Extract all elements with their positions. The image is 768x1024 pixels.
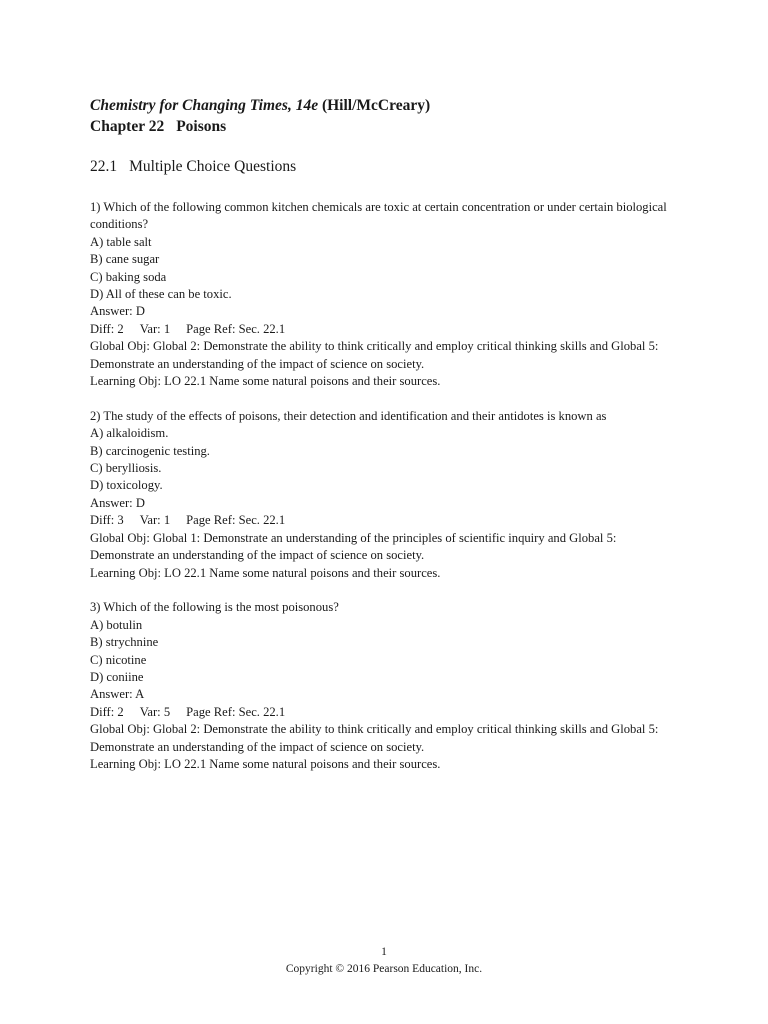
option-d: D) All of these can be toxic.	[90, 287, 232, 302]
option-a: A) table salt	[90, 234, 152, 249]
chapter-heading	[90, 116, 690, 137]
document-header	[90, 95, 690, 137]
section-number: 22.1	[90, 158, 118, 175]
variant: Var: 5	[139, 704, 171, 719]
difficulty: Diff: 3	[90, 513, 124, 528]
global-objective: Global Obj: Global 2: Demonstrate the ability to think critically and employ critical thinking skills and Global 5: Demonstrate an understanding of the impact of science on society.	[90, 339, 659, 371]
chapter-title: Poisons	[176, 118, 227, 135]
question-stem: 3) Which of the following is the most poisonous?	[90, 600, 339, 615]
question-meta	[90, 704, 680, 721]
page-ref: Page Ref: Sec. 22.1	[186, 321, 286, 336]
variant: Var: 1	[139, 513, 171, 528]
option-d: D) toxicology.	[90, 478, 163, 493]
global-objective: Global Obj: Global 2: Demonstrate the ability to think critically and employ critical thinking skills and Global 5: Demonstrate an understanding of the impact of science on society.	[90, 722, 659, 754]
option-d: D) coniine	[90, 669, 144, 684]
option-a: A) botulin	[90, 617, 143, 632]
question-stem: 1) Which of the following common kitchen chemicals are toxic at certain concentration or under certain biological conditions?	[90, 200, 667, 232]
option-c: C) berylliosis.	[90, 461, 162, 476]
question-3	[90, 599, 680, 773]
option-c: C) nicotine	[90, 652, 147, 667]
variant: Var: 1	[139, 321, 171, 336]
learning-objective: Learning Obj: LO 22.1 Name some natural poisons and their sources.	[90, 374, 441, 389]
answer: Answer: D	[90, 304, 145, 319]
learning-objective: Learning Obj: LO 22.1 Name some natural poisons and their sources.	[90, 756, 441, 771]
difficulty: Diff: 2	[90, 321, 124, 336]
option-b: B) cane sugar	[90, 252, 160, 267]
book-authors: (Hill/McCreary)	[318, 97, 431, 114]
answer: Answer: D	[90, 495, 145, 510]
question-list	[90, 199, 680, 791]
question-meta	[90, 512, 680, 529]
option-b: B) strychnine	[90, 635, 159, 650]
option-a: A) alkaloidism.	[90, 426, 169, 441]
section-heading	[90, 157, 296, 177]
question-1	[90, 199, 680, 390]
option-c: C) baking soda	[90, 269, 167, 284]
learning-objective: Learning Obj: LO 22.1 Name some natural poisons and their sources.	[90, 565, 441, 580]
copyright-notice: Copyright © 2016 Pearson Education, Inc.	[285, 963, 483, 975]
question-stem: 2) The study of the effects of poisons, their detection and identification and their antidotes is known as	[90, 408, 607, 423]
option-b: B) carcinogenic testing.	[90, 443, 210, 458]
book-title-line	[90, 95, 690, 116]
chapter-label: Chapter 22	[90, 118, 165, 135]
question-2	[90, 408, 680, 582]
page-ref: Page Ref: Sec. 22.1	[186, 513, 286, 528]
page-number: 1	[381, 946, 387, 958]
difficulty: Diff: 2	[90, 704, 124, 719]
page-ref: Page Ref: Sec. 22.1	[186, 704, 286, 719]
global-objective: Global Obj: Global 1: Demonstrate an understanding of the principles of scientific inquiry and Global 5: Demonstrate an understanding of the impact of science on society.	[90, 530, 617, 563]
question-meta	[90, 321, 680, 338]
book-title: Chemistry for Changing Times, 14e	[90, 97, 319, 114]
answer: Answer: A	[90, 687, 145, 702]
section-title: Multiple Choice Questions	[129, 158, 297, 175]
